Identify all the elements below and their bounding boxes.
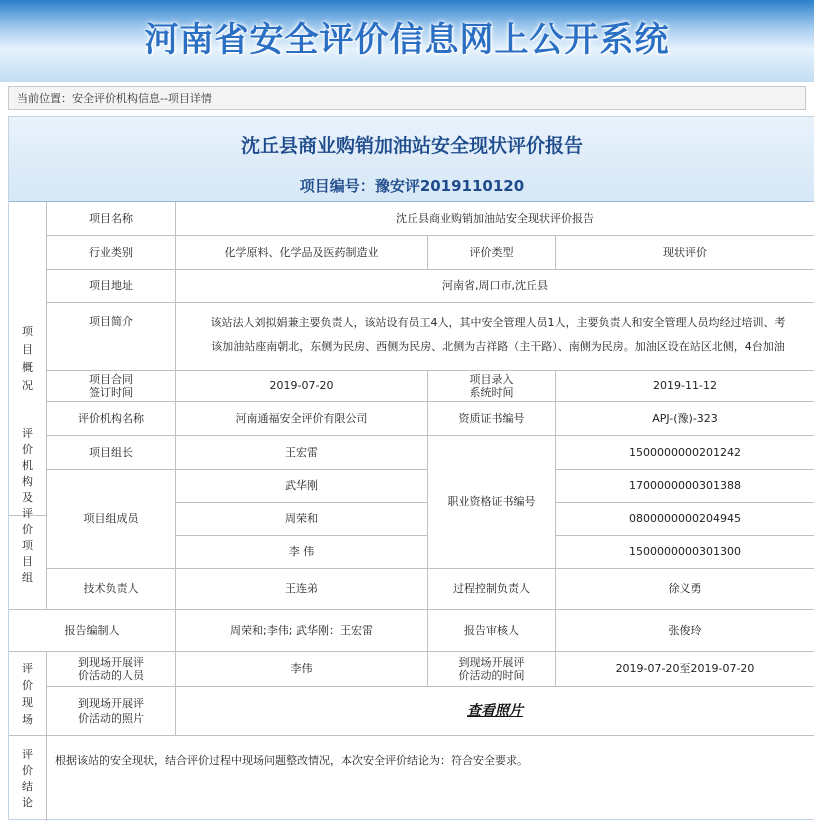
qualification-number: 1700000000301388 xyxy=(556,470,814,503)
visit-people-label-line-1: 到现场开展评 xyxy=(78,656,144,669)
process-control-label: 过程控制负责人 xyxy=(428,569,556,610)
visit-people: 李伟 xyxy=(176,652,428,687)
view-photos-link[interactable]: 查看照片 xyxy=(467,703,523,719)
section-agency-label: 评价机构及评价项目组 xyxy=(22,426,33,584)
breadcrumb: 当前位置：安全评价机构信息--项目详情 xyxy=(8,86,806,110)
entry-label-line-1: 项目录入 xyxy=(469,373,514,386)
visit-time-label xyxy=(428,652,556,687)
intro-text xyxy=(176,303,814,371)
visit-photo-label-line-1: 到现场开展评 xyxy=(78,697,144,710)
visit-photo-label-line-2: 价活动的照片 xyxy=(78,712,144,725)
member-name: 武华刚 xyxy=(176,470,428,503)
entry-date: 2019-11-12 xyxy=(556,371,814,402)
reviewer-name: 张俊玲 xyxy=(556,610,814,652)
cert-label: 资质证书编号 xyxy=(428,402,556,436)
intro-label: 项目简介 xyxy=(47,303,176,371)
section-agency xyxy=(9,402,47,610)
members-label: 项目组成员 xyxy=(47,470,176,569)
leader-name: 王宏雷 xyxy=(176,436,428,470)
section-conclusion xyxy=(9,736,47,821)
address-value: 河南省,周口市,沈丘县 xyxy=(176,270,814,303)
visit-photo-cell xyxy=(176,687,814,736)
qualification-label: 职业资格证书编号 xyxy=(428,436,556,569)
tech-lead-name: 王连弟 xyxy=(176,569,428,610)
site-header xyxy=(0,0,814,82)
contract-label-line-2: 签订时间 xyxy=(89,386,133,399)
intro-line-1: 该站法人刘拟娟兼主要负责人，该站设有员工4人，其中安全管理人员1人，主要负责人和安全管理人员均经过培训、考 xyxy=(210,316,786,329)
qualification-number: 1500000000301300 xyxy=(556,536,814,569)
report-title: 沈丘县商业购销加油站安全现状评价报告 xyxy=(240,135,583,157)
tech-lead-label: 技术负责人 xyxy=(47,569,176,610)
report-title-box xyxy=(9,117,814,202)
contract-label-line-1: 项目合同 xyxy=(89,373,133,386)
report-detail-panel xyxy=(8,116,814,820)
visit-people-label-line-2: 价活动的人员 xyxy=(78,669,144,682)
section-site-visit-label: 评价现场 xyxy=(22,661,33,726)
reviewer-label: 报告审核人 xyxy=(428,610,556,652)
member-name: 李 伟 xyxy=(176,536,428,569)
compiler-label: 报告编制人 xyxy=(9,610,176,652)
report-number xyxy=(9,175,814,196)
report-number-value: 豫安评2019110120 xyxy=(374,177,525,195)
process-control-name: 徐义勇 xyxy=(556,569,814,610)
section-site-visit xyxy=(9,652,47,736)
entry-time-label xyxy=(428,371,556,402)
site-title: 河南省安全评价信息网上公开系统 xyxy=(144,20,670,60)
contract-time-label xyxy=(47,371,176,402)
entry-label-line-2: 系统时间 xyxy=(469,386,514,399)
member-name: 周荣和 xyxy=(176,503,428,536)
visit-time: 2019-07-20至2019-07-20 xyxy=(556,652,814,687)
cert-number: APJ-(豫)-323 xyxy=(556,402,814,436)
eval-type-label: 评价类型 xyxy=(428,236,556,270)
section-overview-label: 项目概况 xyxy=(22,324,33,392)
project-name-label: 项目名称 xyxy=(47,202,176,236)
qualification-number: 0800000000204945 xyxy=(556,503,814,536)
leader-label: 项目组长 xyxy=(47,436,176,470)
qualification-number: 1500000000201242 xyxy=(556,436,814,470)
conclusion-text: 根据该站的安全现状，结合评价过程中现场问题整改情况，本次安全评价结论为：符合安全要求。 xyxy=(47,736,814,821)
industry-label: 行业类别 xyxy=(47,236,176,270)
contract-date: 2019-07-20 xyxy=(176,371,428,402)
visit-time-label-line-1: 到现场开展评 xyxy=(458,656,525,669)
project-name: 沈丘县商业购销加油站安全现状评价报告 xyxy=(176,202,814,236)
visit-time-label-line-2: 价活动的时间 xyxy=(458,669,525,682)
address-label: 项目地址 xyxy=(47,270,176,303)
visit-people-label xyxy=(47,652,176,687)
compiler-names: 周荣和;李伟; 武华刚：王宏雷 xyxy=(176,610,428,652)
section-conclusion-label: 评价结论 xyxy=(22,747,33,809)
agency-name: 河南通福安全评价有限公司 xyxy=(176,402,428,436)
visit-photo-label xyxy=(47,687,176,736)
intro-line-2: 该加油站座南朝北，东侧为民房、西侧为民房、北侧为吉祥路（主干路）、南侧为民房。加油区设在站区北侧，4台加油 xyxy=(211,340,785,353)
report-number-label: 项目编号： xyxy=(299,177,375,195)
agency-name-label: 评价机构名称 xyxy=(47,402,176,436)
eval-type-value: 现状评价 xyxy=(556,236,814,270)
industry-value: 化学原料、化学品及医药制造业 xyxy=(176,236,428,270)
